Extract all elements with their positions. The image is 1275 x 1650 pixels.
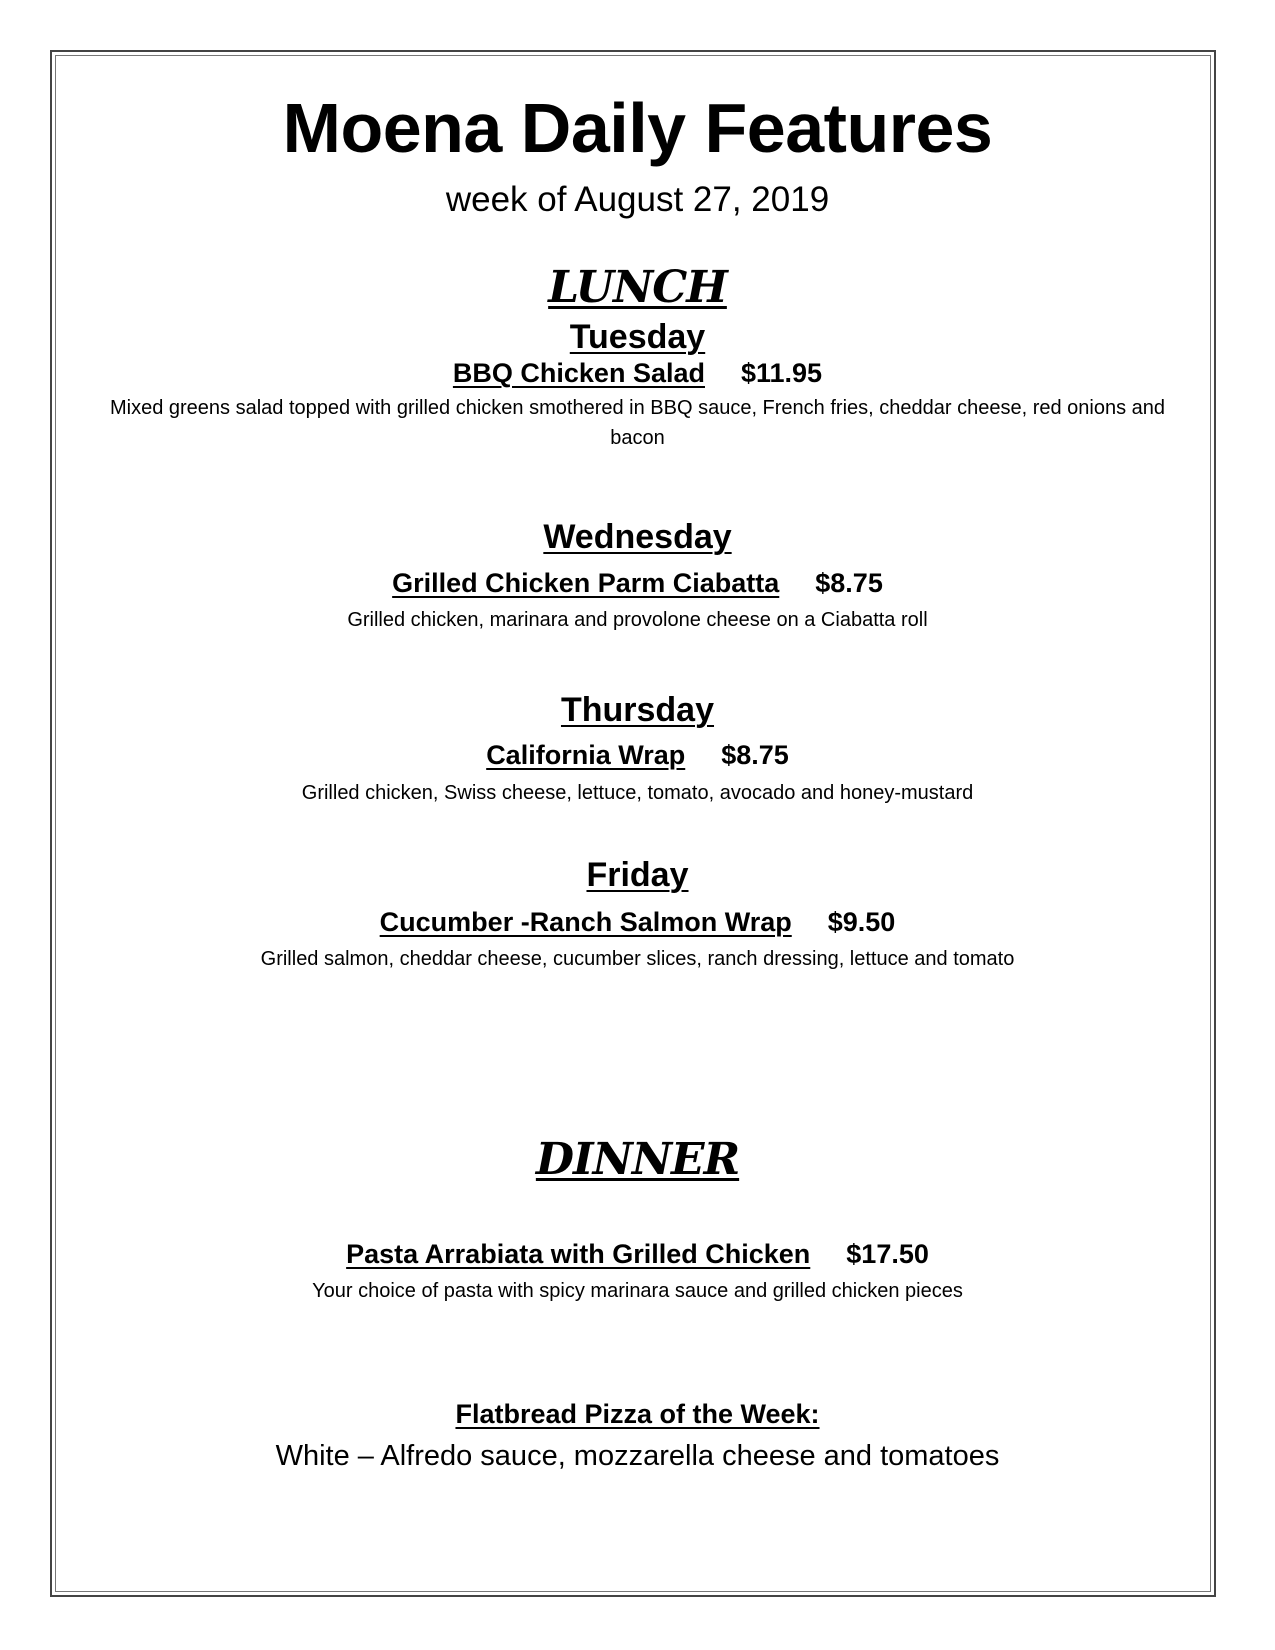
page-subtitle: week of August 27, 2019 [445, 180, 830, 219]
item-price: $9.50 [827, 907, 896, 937]
flatbread-title: Flatbread Pizza of the Week: [455, 1399, 820, 1429]
menu-item-friday [0, 906, 1275, 938]
item-price: $8.75 [815, 568, 883, 598]
item-name: Pasta Arrabiata with Grilled Chicken [346, 1239, 811, 1269]
item-description-wednesday: Grilled chicken, marinara and provolone cheese on a Ciabatta roll [347, 609, 928, 631]
item-description-thursday: Grilled chicken, Swiss cheese, lettuce, tomato, avocado and honey-mustard [301, 782, 974, 804]
item-price: $17.50 [846, 1239, 929, 1269]
menu-item-dinner [0, 1238, 1275, 1270]
item-description-dinner: Your choice of pasta with spicy marinara sauce and grilled chicken pieces [312, 1280, 963, 1302]
item-name: Cucumber -Ranch Salmon Wrap [379, 907, 792, 937]
dinner-heading: DINNER [535, 1134, 740, 1185]
day-friday: Friday [586, 856, 689, 894]
day-tuesday: Tuesday [569, 318, 706, 356]
menu-item-wednesday [0, 567, 1275, 599]
page-title: Moena Daily Features [282, 89, 993, 167]
item-name: California Wrap [486, 740, 686, 770]
item-price: $11.95 [740, 358, 823, 388]
item-description-tuesday: Mixed greens salad topped with grilled chicken smothered in BBQ sauce, French fries, cheddar cheese, red onions and bacon [109, 397, 1166, 449]
item-name: Grilled Chicken Parm Ciabatta [392, 568, 780, 598]
item-price: $8.75 [721, 740, 789, 770]
flatbread-description: White – Alfredo sauce, mozzarella cheese and tomatoes [275, 1440, 1000, 1472]
menu-item-thursday [0, 739, 1275, 771]
lunch-heading: LUNCH [548, 262, 727, 313]
day-wednesday: Wednesday [543, 518, 732, 556]
menu-item-tuesday [0, 357, 1275, 389]
item-name: BBQ Chicken Salad [452, 358, 705, 388]
day-thursday: Thursday [560, 691, 715, 729]
item-description-friday: Grilled salmon, cheddar cheese, cucumber slices, ranch dressing, lettuce and tomato [260, 948, 1015, 970]
